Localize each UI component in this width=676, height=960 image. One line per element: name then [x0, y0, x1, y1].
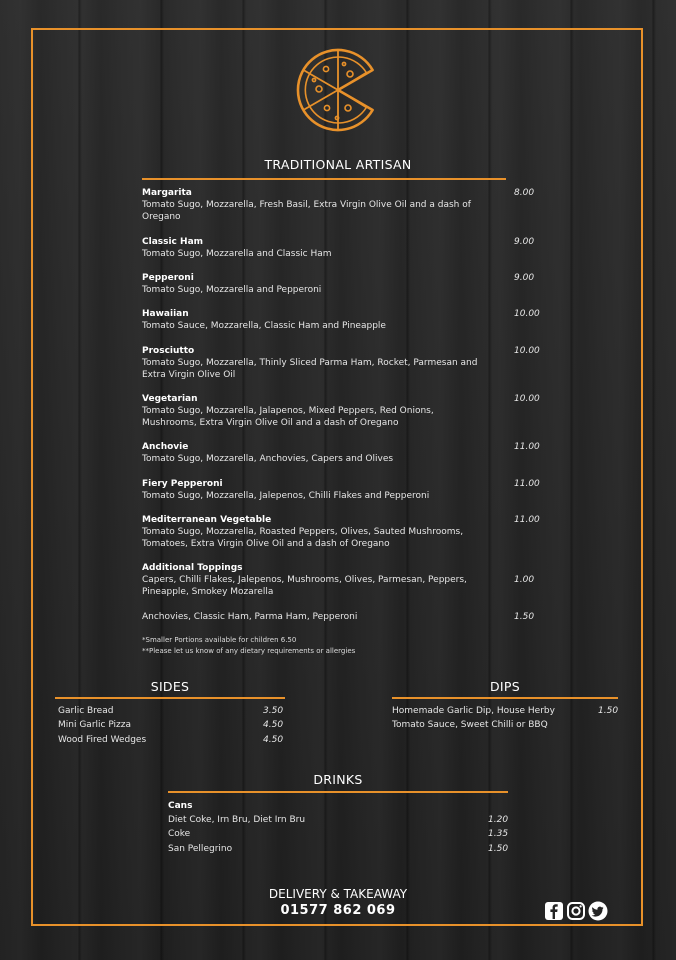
drink-item-price: 1.20 — [488, 815, 509, 825]
drink-item-name: Coke — [168, 829, 191, 839]
item-description: Tomato Sauce, Mozzarella, Classic Ham and Pineapple — [142, 321, 386, 331]
drink-item — [168, 844, 508, 854]
dip-price: 1.50 — [598, 706, 619, 716]
item-name: Additional Toppings — [142, 563, 243, 573]
pizza-icon — [292, 44, 384, 136]
menu-item — [142, 393, 542, 429]
dip-line-2: Tomato Sauce, Sweet Chilli or BBQ — [392, 720, 548, 730]
item-description: Tomato Sugo, Mozzarella, Anchovies, Capers and Olives — [142, 454, 394, 464]
item-name: Classic Ham — [142, 237, 204, 247]
side-item-name: Garlic Bread — [58, 706, 114, 716]
children-note: *Smaller Portions available for children 6.50 — [142, 636, 297, 644]
item-price: 1.00 — [514, 575, 535, 585]
drinks-section-title: DRINKS — [313, 772, 363, 787]
side-item — [58, 706, 288, 716]
menu-item — [142, 236, 542, 260]
item-price: 9.00 — [514, 273, 535, 283]
item-name: Vegetarian — [142, 394, 198, 404]
side-item-price: 4.50 — [263, 735, 284, 745]
instagram-icon[interactable] — [566, 901, 586, 921]
item-name: Fiery Pepperoni — [142, 479, 223, 489]
item-name: Prosciutto — [142, 346, 195, 356]
twitter-icon[interactable] — [588, 901, 608, 921]
menu-item — [142, 514, 542, 550]
dips-section-title: DIPS — [490, 679, 520, 694]
item-description: Tomato Sugo, Mozzarella, Roasted Peppers, Olives, Sauted Mushrooms, Tomatoes, Extra Virgin Olive Oil and a dash of Oregano — [142, 527, 464, 549]
item-description: Tomato Sugo, Mozzarella and Classic Ham — [142, 249, 332, 259]
item-description: Capers, Chilli Flakes, Jalepenos, Mushrooms, Olives, Parmesan, Peppers, Pineapple, Smokey Mozarella — [142, 575, 467, 597]
item-description: Tomato Sugo, Mozzarella, Thinly Sliced Parma Ham, Rocket, Parmesan and Extra Virgin Olive Oil — [142, 358, 478, 380]
drink-item-name: Diet Coke, Irn Bru, Diet Irn Bru — [168, 815, 306, 825]
item-name: Pepperoni — [142, 273, 194, 283]
item-price: 10.00 — [514, 309, 540, 319]
item-description: Anchovies, Classic Ham, Parma Ham, Pepperoni — [142, 612, 358, 622]
item-name: Hawaiian — [142, 309, 189, 319]
dip-line — [392, 706, 622, 716]
item-price: 11.00 — [514, 442, 540, 452]
side-item-name: Mini Garlic Pizza — [58, 720, 132, 730]
pizza-section-rule — [142, 178, 506, 180]
menu-item — [142, 611, 542, 623]
drink-item-price: 1.50 — [488, 844, 509, 854]
side-item-price: 3.50 — [263, 706, 284, 716]
item-price: 11.00 — [514, 479, 540, 489]
allergy-note: **Please let us know of any dietary requirements or allergies — [142, 647, 356, 655]
dips-section-rule — [392, 697, 618, 699]
delivery-label: DELIVERY & TAKEAWAY — [268, 887, 408, 901]
item-price: 10.00 — [514, 394, 540, 404]
dip-line-1: Homemade Garlic Dip, House Herby — [392, 706, 555, 716]
item-name: Anchovie — [142, 442, 189, 452]
menu-item — [142, 345, 542, 381]
side-item — [58, 720, 288, 730]
drink-item — [168, 815, 508, 825]
phone-number[interactable]: 01577 862 069 — [280, 903, 396, 918]
item-price: 10.00 — [514, 346, 540, 356]
side-item — [58, 735, 288, 745]
menu-item — [142, 187, 542, 223]
item-name: Mediterranean Vegetable — [142, 515, 272, 525]
item-description: Tomato Sugo, Mozzarella, Jalepenos, Chilli Flakes and Pepperoni — [142, 491, 430, 501]
drinks-section-rule — [168, 791, 508, 793]
menu-item — [142, 478, 542, 502]
drink-item-name: San Pellegrino — [168, 844, 233, 854]
drinks-heading: Cans — [168, 801, 193, 811]
item-description: Tomato Sugo, Mozzarella and Pepperoni — [142, 285, 322, 295]
drink-item-price: 1.35 — [488, 829, 509, 839]
dip-line — [392, 720, 622, 730]
sides-section-rule — [55, 697, 285, 699]
item-price: 11.00 — [514, 515, 540, 525]
item-price: 8.00 — [514, 188, 535, 198]
sides-section-title: SIDES — [150, 679, 190, 694]
item-price: 1.50 — [514, 612, 535, 622]
side-item-price: 4.50 — [263, 720, 284, 730]
pizza-section-title: TRADITIONAL ARTISAN — [264, 157, 412, 172]
menu-item — [142, 441, 542, 465]
item-description: Tomato Sugo, Mozzarella, Fresh Basil, Extra Virgin Olive Oil and a dash of Oregano — [142, 200, 471, 222]
item-name: Margarita — [142, 188, 192, 198]
item-price: 9.00 — [514, 237, 535, 247]
item-description: Tomato Sugo, Mozzarella, Jalapenos, Mixed Peppers, Red Onions, Mushrooms, Extra Virgin Olive Oil and a dash of Oregano — [142, 406, 434, 428]
drink-item — [168, 829, 508, 839]
menu-item — [142, 562, 542, 598]
menu-item — [142, 272, 542, 296]
menu-item — [142, 308, 542, 332]
social-icons — [544, 901, 608, 921]
facebook-icon[interactable] — [544, 901, 564, 921]
side-item-name: Wood Fired Wedges — [58, 735, 147, 745]
